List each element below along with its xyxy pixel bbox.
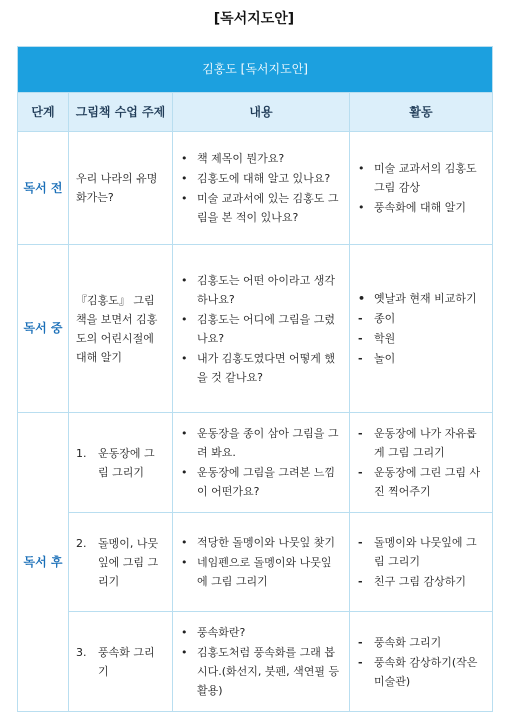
list-item: • 김홍도처럼 풍속화를 그래 봅시다.(화선지, 붓펜, 색연필 등 활용): [181, 646, 340, 697]
list-item: - 놀이: [358, 352, 396, 365]
list-item: - 학원: [358, 332, 396, 345]
table-row: [18, 513, 493, 612]
list-item: • 내가 김홍도였다면 어떻게 했을 것 같나요?: [181, 351, 336, 384]
list-item: • 풍속화란?: [181, 626, 246, 639]
topic-cell: [69, 612, 173, 712]
table-row: [18, 132, 493, 245]
list-item: • 풍속화에 대해 알기: [358, 201, 467, 214]
activity-list: [350, 159, 492, 217]
list-item: - 운동장에 그린 그림 사진 찍어주기: [358, 466, 481, 498]
table-title: 김홍도 [독서지도안]: [18, 47, 493, 93]
topic-cell: [69, 132, 173, 245]
topic-cell: [69, 413, 173, 513]
list-item: - 돌멩이와 나뭇잎에 그림 그리기: [358, 536, 477, 568]
topic-number: 2.: [76, 536, 87, 550]
stage-cell: 독서 중: [18, 245, 69, 413]
list-item: • 네임펜으로 돌멩이와 나뭇잎에 그림 그리기: [181, 556, 332, 588]
content-list: [173, 424, 349, 501]
list-item: - 종이: [358, 312, 396, 325]
list-item: • 김홍도는 어디에 그림을 그렸나요?: [181, 312, 336, 345]
header-topic: 그림책 수업 주제: [69, 93, 173, 132]
header-content: 내용: [173, 93, 350, 132]
list-item: • 운동장을 종이 삼아 그림을 그려 봐요.: [181, 427, 339, 459]
list-item: • 김홍도는 어떤 아이라고 생각하나요?: [181, 273, 336, 306]
topic-number: 1.: [76, 446, 87, 460]
list-item: • 적당한 돌멩이와 나뭇잎 찾기: [181, 536, 336, 549]
topic-text: 풍속화 그리기: [98, 645, 155, 678]
list-item: • 옛날과 현재 비교하기: [358, 292, 477, 305]
content-list: [173, 149, 349, 227]
topic-text: 운동장에 그림 그리기: [98, 446, 155, 479]
list-item: - 운동장에 나가 자유롭게 그림 그리기: [358, 427, 477, 459]
reading-guide-table: [17, 46, 493, 712]
topic-cell: [69, 513, 173, 612]
topic-text: 우리 나라의 유명 화가는?: [76, 172, 158, 204]
content-list: [173, 533, 349, 591]
list-item: - 친구 그림 감상하기: [358, 575, 467, 588]
content-list: [173, 271, 349, 387]
topic-text: 돌멩이, 나뭇잎에 그림 그리기: [98, 536, 159, 588]
table-row: [18, 245, 493, 413]
content-cell: [173, 132, 350, 245]
list-item: - 풍속화 그리기: [358, 635, 442, 649]
header-activity: 활동: [350, 93, 493, 132]
header-stage: 단계: [18, 93, 69, 132]
content-cell: [173, 513, 350, 612]
list-item: • 운동장에 그림을 그려본 느낌이 어떤가요?: [181, 466, 336, 498]
activity-cell: [350, 413, 493, 513]
stage-cell: 독서 후: [18, 413, 69, 712]
list-item: - 풍속화 감상하기(작은 미술관): [358, 655, 478, 688]
topic-text: 『김홍도』 그림책을 보면서 김홍도의 어린시절에 대해 알기: [76, 293, 158, 364]
activity-cell: [350, 513, 493, 612]
activity-list: [350, 533, 492, 591]
activity-cell: [350, 132, 493, 245]
content-cell: [173, 245, 350, 413]
table-row: [18, 413, 493, 513]
content-list: [173, 623, 349, 700]
topic-cell: [69, 245, 173, 413]
content-cell: [173, 612, 350, 712]
list-item: • 미술 교과서에 있는 김홍도 그림을 본 적이 있나요?: [181, 192, 339, 224]
activity-list: [350, 424, 492, 501]
activity-list: [350, 289, 492, 368]
topic-number: 3.: [76, 645, 87, 659]
list-item: • 책 제목이 뭔가요?: [181, 152, 285, 165]
activity-list: [350, 633, 492, 691]
list-item: • 미술 교과서의 김홍도 그림 감상: [358, 162, 477, 194]
table-row: [18, 612, 493, 712]
activity-cell: [350, 245, 493, 413]
content-cell: [173, 413, 350, 513]
page-title: [독서지도안]: [213, 11, 295, 27]
stage-cell: 독서 전: [18, 132, 69, 245]
list-item: • 김홍도에 대해 알고 있나요?: [181, 172, 331, 185]
activity-cell: [350, 612, 493, 712]
